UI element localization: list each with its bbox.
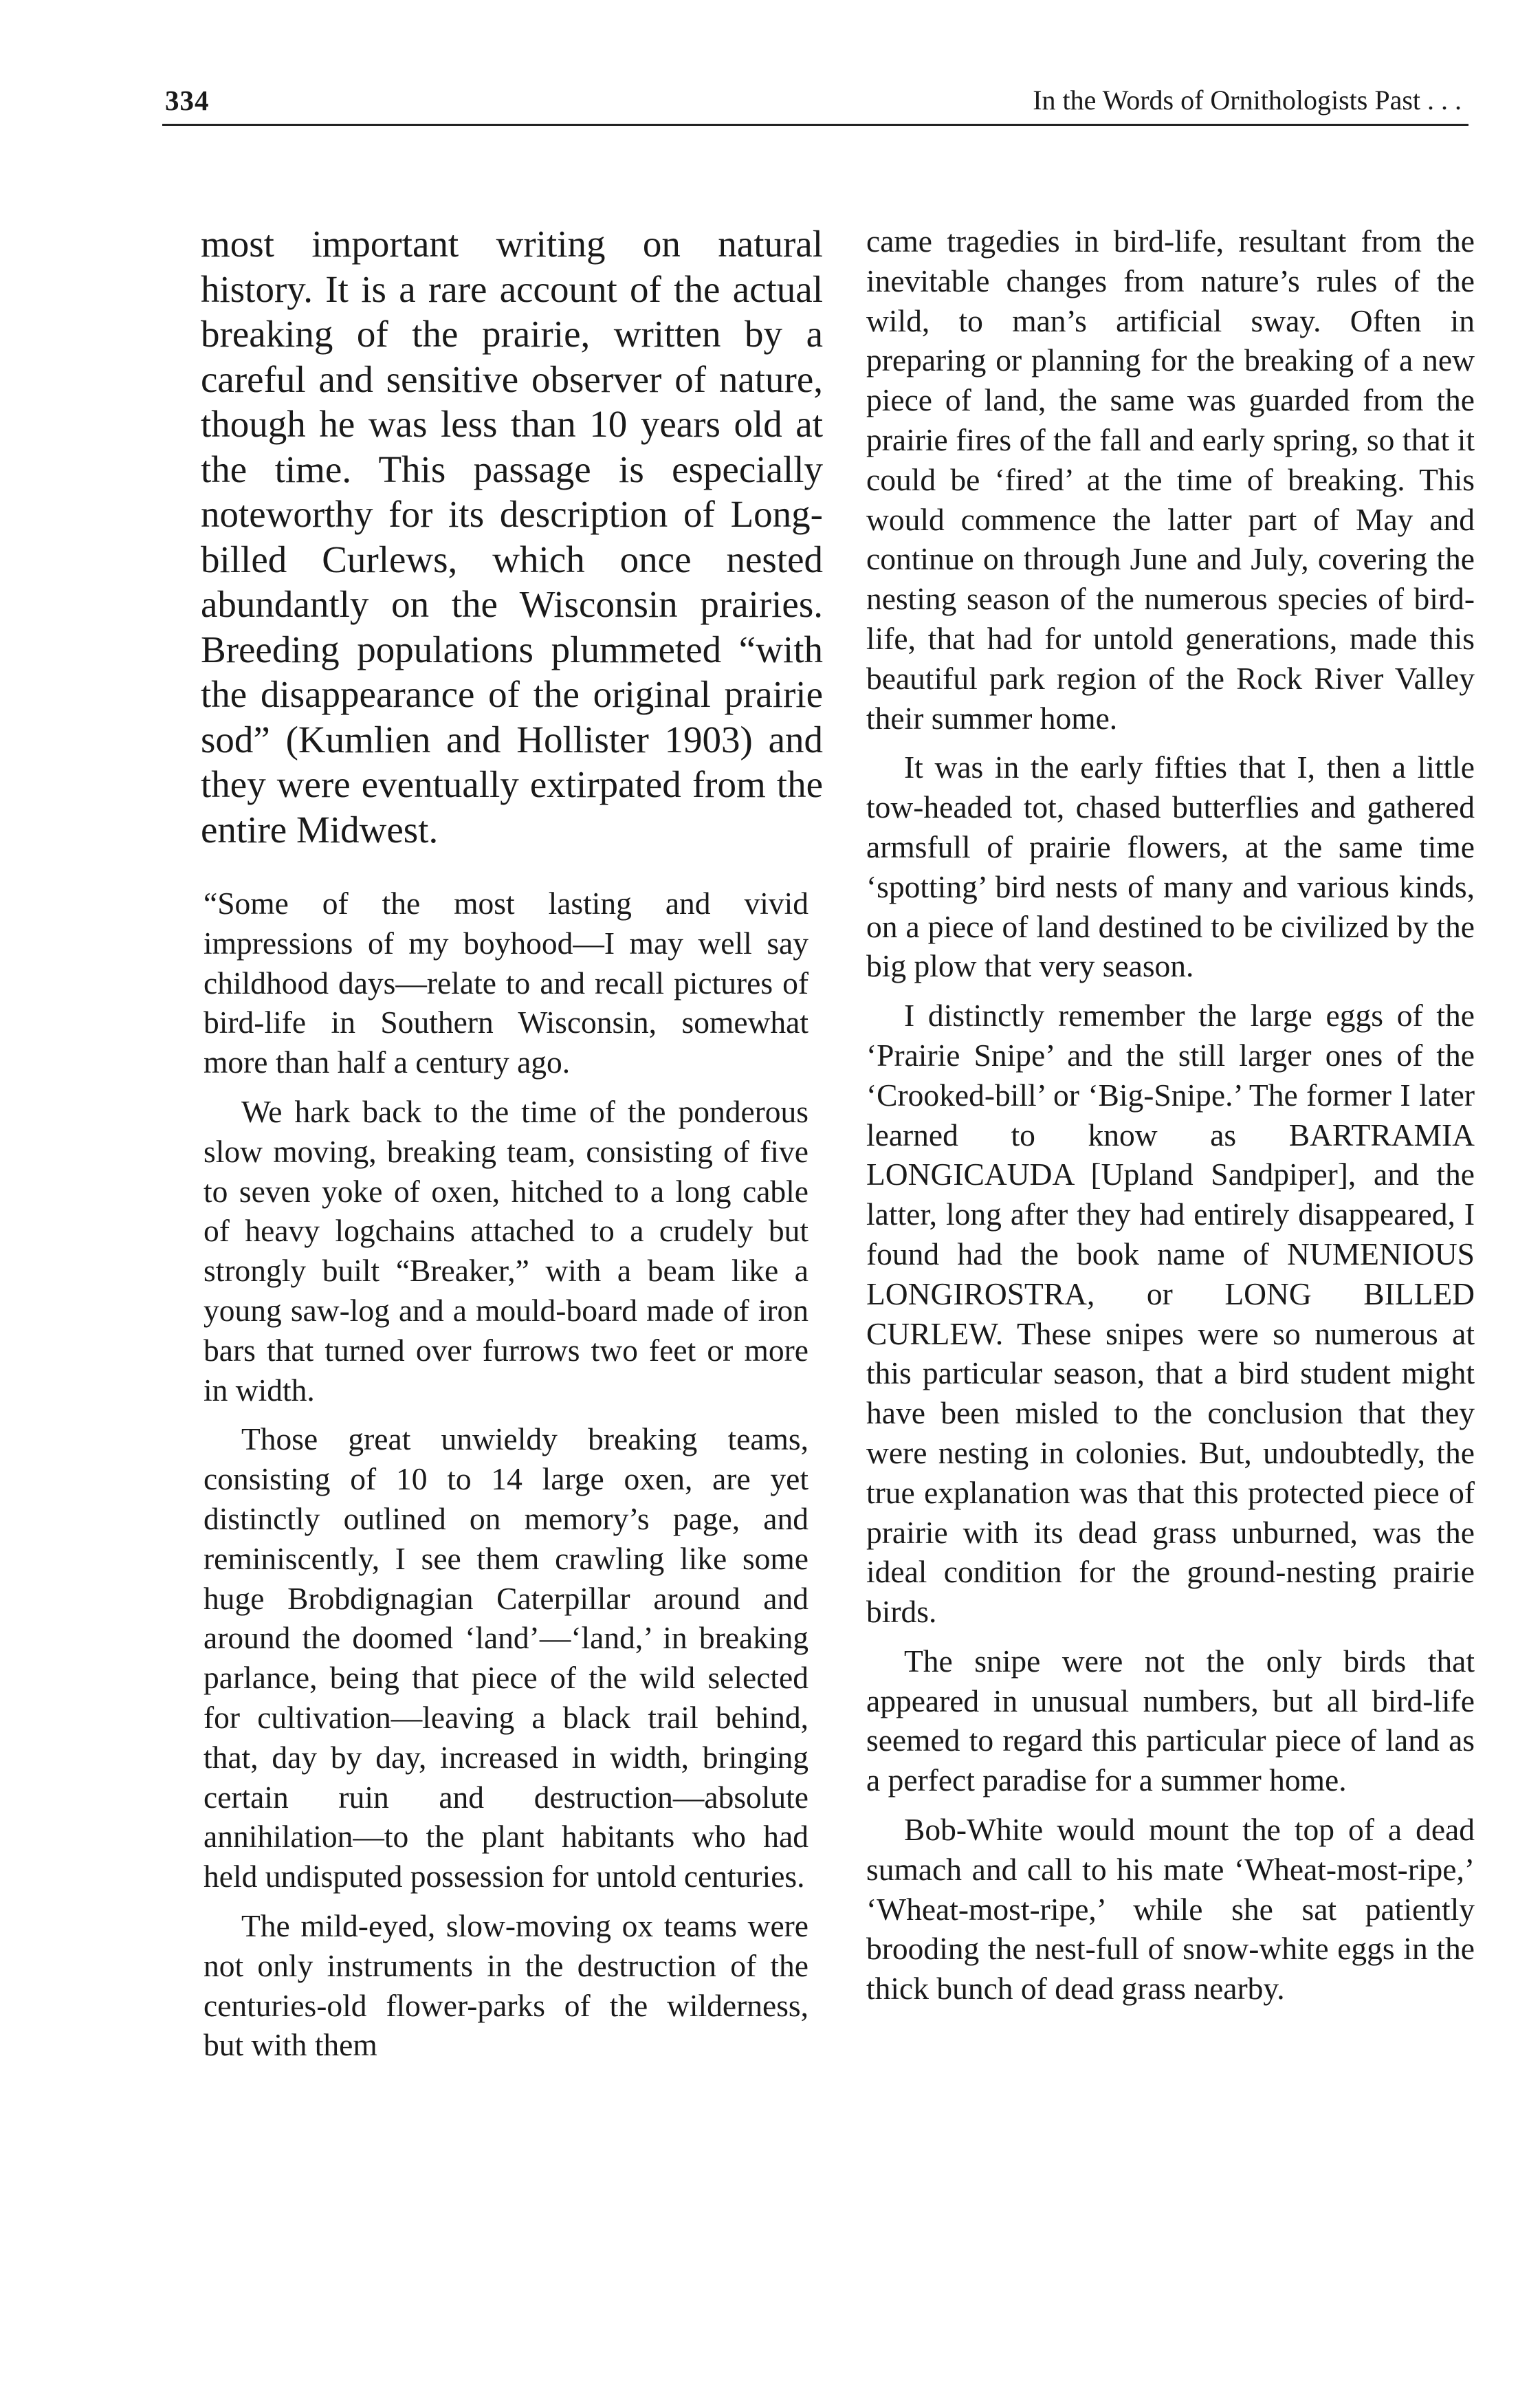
page-header <box>162 81 1468 126</box>
running-title: In the Words of Ornithologists Past . . . <box>1033 85 1462 116</box>
quote-paragraph: “Some of the most lasting and vivid impressions of my boyhood—I may well say childhood days—relate to and recall pictures of bird-life in Southern Wisconsin, somewhat more than half a century ago. <box>204 886 808 1080</box>
quote-paragraph: Those great unwieldy breaking teams, consisting of 10 to 14 large oxen, are yet distinctly outlined on memory’s page, and reminiscently, I see them crawling like some huge Brobdignagian Caterpillar around and around the doomed ‘land’—‘land,’ in breaking parlance, being that piece of the wild selected for cultivation—leaving a black trail behind, that, day by day, increased in width, bringing certain ruin and destruction—absolute annihilation—to the plant habitants who had held undisputed possession for untold centuries. <box>204 1421 808 1894</box>
page-number: 334 <box>165 85 210 116</box>
quote-paragraph: I distinctly remember the large eggs of the ‘Prairie Snipe’ and the still larger ones of the ‘Crooked-bill’ or ‘Big-Snipe.’ The former I later learned to know as BARTRAMIA LONGICAUDA [Upland Sandpiper], and the latter, long after they had entirely disappeared, I found had the book name of NUMENIOUS LONGIROSTRA, or LONG BILLED CURLEW. These snipes were so numerous at this particular season, that a bird student might have been misled to the conclusion that they were nesting in colonies. But, undoubtedly, the true explanation was that this protected piece of prairie with its dead grass unburned, was the ideal condition for the ground-nesting prairie birds. <box>866 998 1475 1630</box>
right-column <box>866 221 1475 2009</box>
quote-paragraph: The mild-eyed, slow-moving ox teams were not only instruments in the destruction of the centuries-old flower-parks of the wilderness, but with them <box>204 1908 808 2063</box>
left-column <box>201 221 823 2065</box>
quote-paragraph: came tragedies in bird-life, resultant from the inevitable changes from nature’s rules of the wild, to man’s artificial sway. Often in preparing or planning for the breaking of a new piece of land, the same was guarded from the prairie fires of the fall and early spring, so that it could be ‘fired’ at the time of breaking. This would commence the latter part of May and continue on through June and July, covering the nesting season of the numerous species of bird-life, that had for untold generations, made this beautiful park region of the Rock River Valley their summer home. <box>866 223 1475 736</box>
quote-paragraph: We hark back to the time of the ponderous slow moving, breaking team, consisting of five to seven yoke of oxen, hitched to a long cable of heavy logchains attached to a crudely but strongly built “Breaker,” with a beam like a young saw-log and a mould-board made of iron bars that turned over furrows two feet or more in width. <box>204 1093 808 1408</box>
quote-paragraph: Bob-White would mount the top of a dead sumach and call to his mate ‘Wheat-most-ripe,’ ‘Wheat-most-ripe,’ while she sat patiently brooding the nest-full of snow-white eggs in the thick bunch of dead grass nearby. <box>866 1812 1475 2007</box>
intro-paragraph: most important writing on natural history. It is a rare account of the actual breaking of the prairie, written by a careful and sensitive observer of nature, though he was less than 10 years old at the time. This passage is especially noteworthy for its description of Long-billed Curlews, which once nested abundantly on the Wisconsin prairies. Breeding populations plummeted “with the disappearance of the original prairie sod” (Kumlien and Hollister 1903) and they were eventually extirpated from the entire Midwest. <box>201 223 823 851</box>
quote-paragraph: It was in the early fifties that I, then a little tow-headed tot, chased butterflies and gathered armsfull of prairie flowers, at the same time ‘spotting’ bird nests of many and various kinds, on a piece of land destined to be civilized by the big plow that very season. <box>866 750 1475 984</box>
quoted-passage-left <box>204 884 808 2065</box>
quote-paragraph: The snipe were not the only birds that appeared in unusual numbers, but all bird-life seemed to regard this particular piece of land as a perfect paradise for a summer home. <box>866 1643 1475 1798</box>
